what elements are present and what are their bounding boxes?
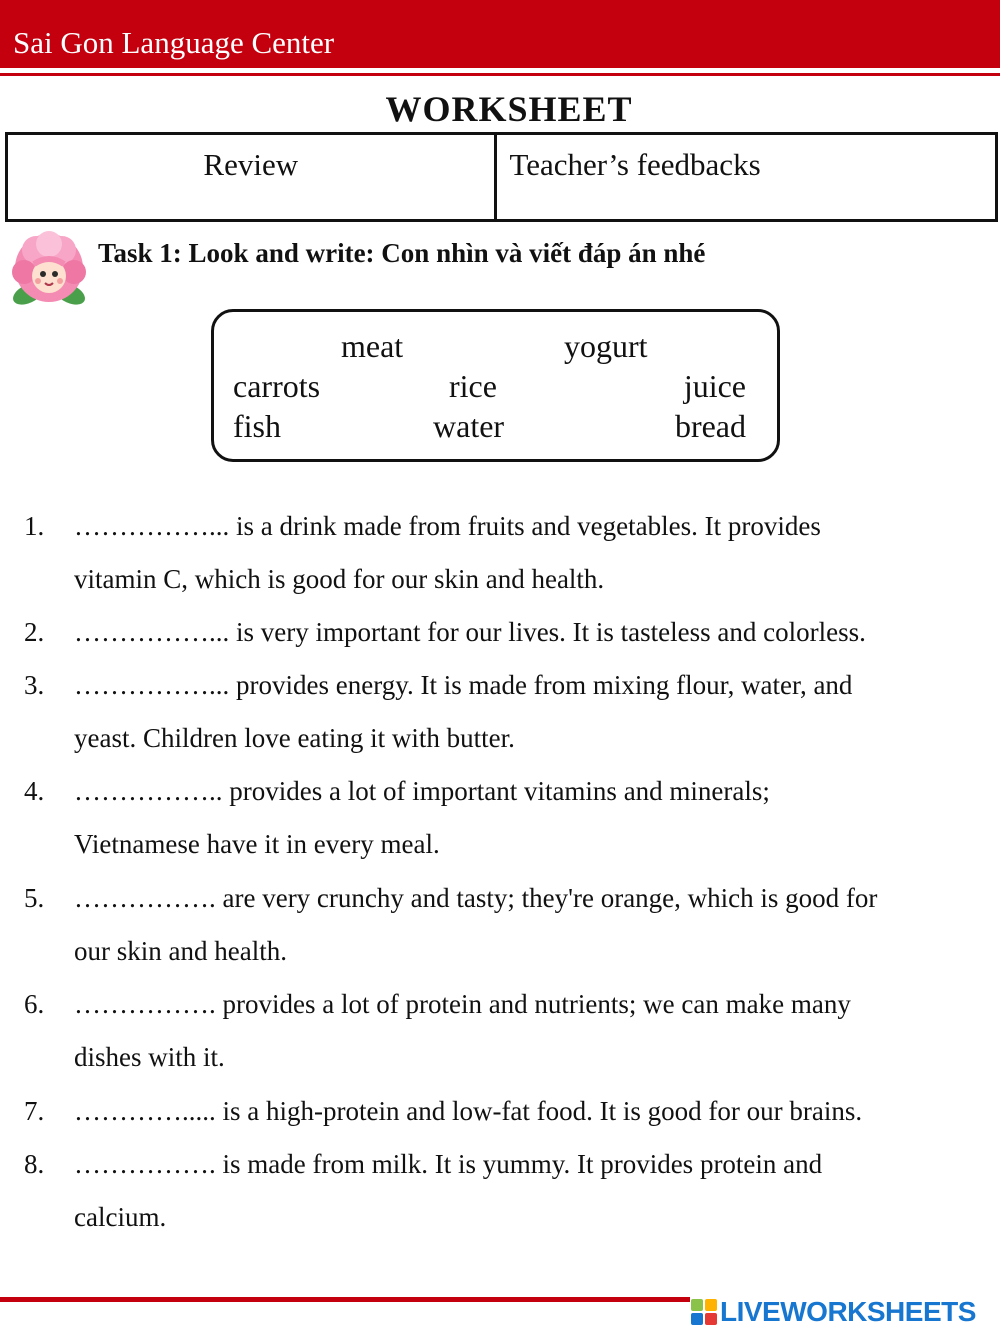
question-text: ……………. are very crunchy and tasty; they're orange, which is good for	[74, 883, 878, 913]
review-cell: Review	[8, 135, 497, 219]
teacher-feedback-cell: Teacher’s feedbacks	[509, 147, 761, 182]
question-item	[0, 872, 1000, 978]
question-number: 5.	[24, 883, 45, 913]
worksheet-title: WORKSHEET	[385, 89, 633, 129]
liveworksheets-logo[interactable]	[690, 1294, 1000, 1330]
word-bank-item: yogurt	[564, 328, 648, 364]
word-bank-item: juice	[683, 368, 746, 404]
flower-mascot-icon	[6, 228, 92, 310]
logo-text: LIVEWORKSHEETS	[720, 1296, 976, 1327]
question-text: ……………... provides energy. It is made from mixing flour, water, and	[74, 670, 853, 700]
word-bank-box	[211, 309, 780, 462]
question-text: ……………... is a drink made from fruits and vegetables. It provides	[74, 511, 821, 541]
liveworksheets-logo-icon	[690, 1298, 718, 1326]
question-number: 8.	[24, 1149, 45, 1179]
question-number: 6.	[24, 989, 45, 1019]
question-number: 1.	[24, 511, 45, 541]
question-item	[0, 978, 1000, 1084]
word-bank-item: water	[433, 408, 505, 444]
question-item	[0, 1085, 1000, 1138]
question-text: vitamin C, which is good for our skin and health.	[74, 564, 605, 594]
question-number: 7.	[24, 1096, 45, 1126]
question-text: …………….. provides a lot of important vitamins and minerals;	[74, 776, 770, 806]
question-text: ……………... is very important for our lives. It is tasteless and colorless.	[74, 617, 866, 647]
review-table	[5, 132, 998, 222]
question-item	[0, 606, 1000, 659]
word-bank-item: meat	[341, 328, 404, 364]
header-divider	[0, 73, 1000, 76]
question-number: 2.	[24, 617, 45, 647]
word-bank-item: bread	[674, 408, 746, 444]
question-text: ……………. is made from milk. It is yummy. It provides protein and	[74, 1149, 823, 1179]
question-number: 3.	[24, 670, 45, 700]
question-item	[0, 1138, 1000, 1244]
header-title: Sai Gon Language Center	[13, 25, 335, 60]
word-bank-item: carrots	[233, 368, 321, 404]
question-text: our skin and health.	[74, 936, 287, 966]
question-text: Vietnamese have it in every meal.	[74, 829, 440, 859]
question-text: …………..... is a high-protein and low-fat food. It is good for our brains.	[74, 1096, 863, 1126]
question-item	[0, 659, 1000, 765]
word-bank-item: fish	[233, 408, 281, 444]
question-text: ……………. provides a lot of protein and nutrients; we can make many	[74, 989, 851, 1019]
question-text: calcium.	[74, 1202, 167, 1232]
question-item	[0, 765, 1000, 871]
question-text: dishes with it.	[74, 1042, 225, 1072]
question-item	[0, 500, 1000, 606]
question-number: 4.	[24, 776, 45, 806]
word-bank-item: rice	[449, 368, 497, 404]
question-text: yeast. Children love eating it with butter.	[74, 723, 515, 753]
task-heading: Task 1: Look and write: Con nhìn và viết đáp án nhé	[98, 238, 706, 268]
